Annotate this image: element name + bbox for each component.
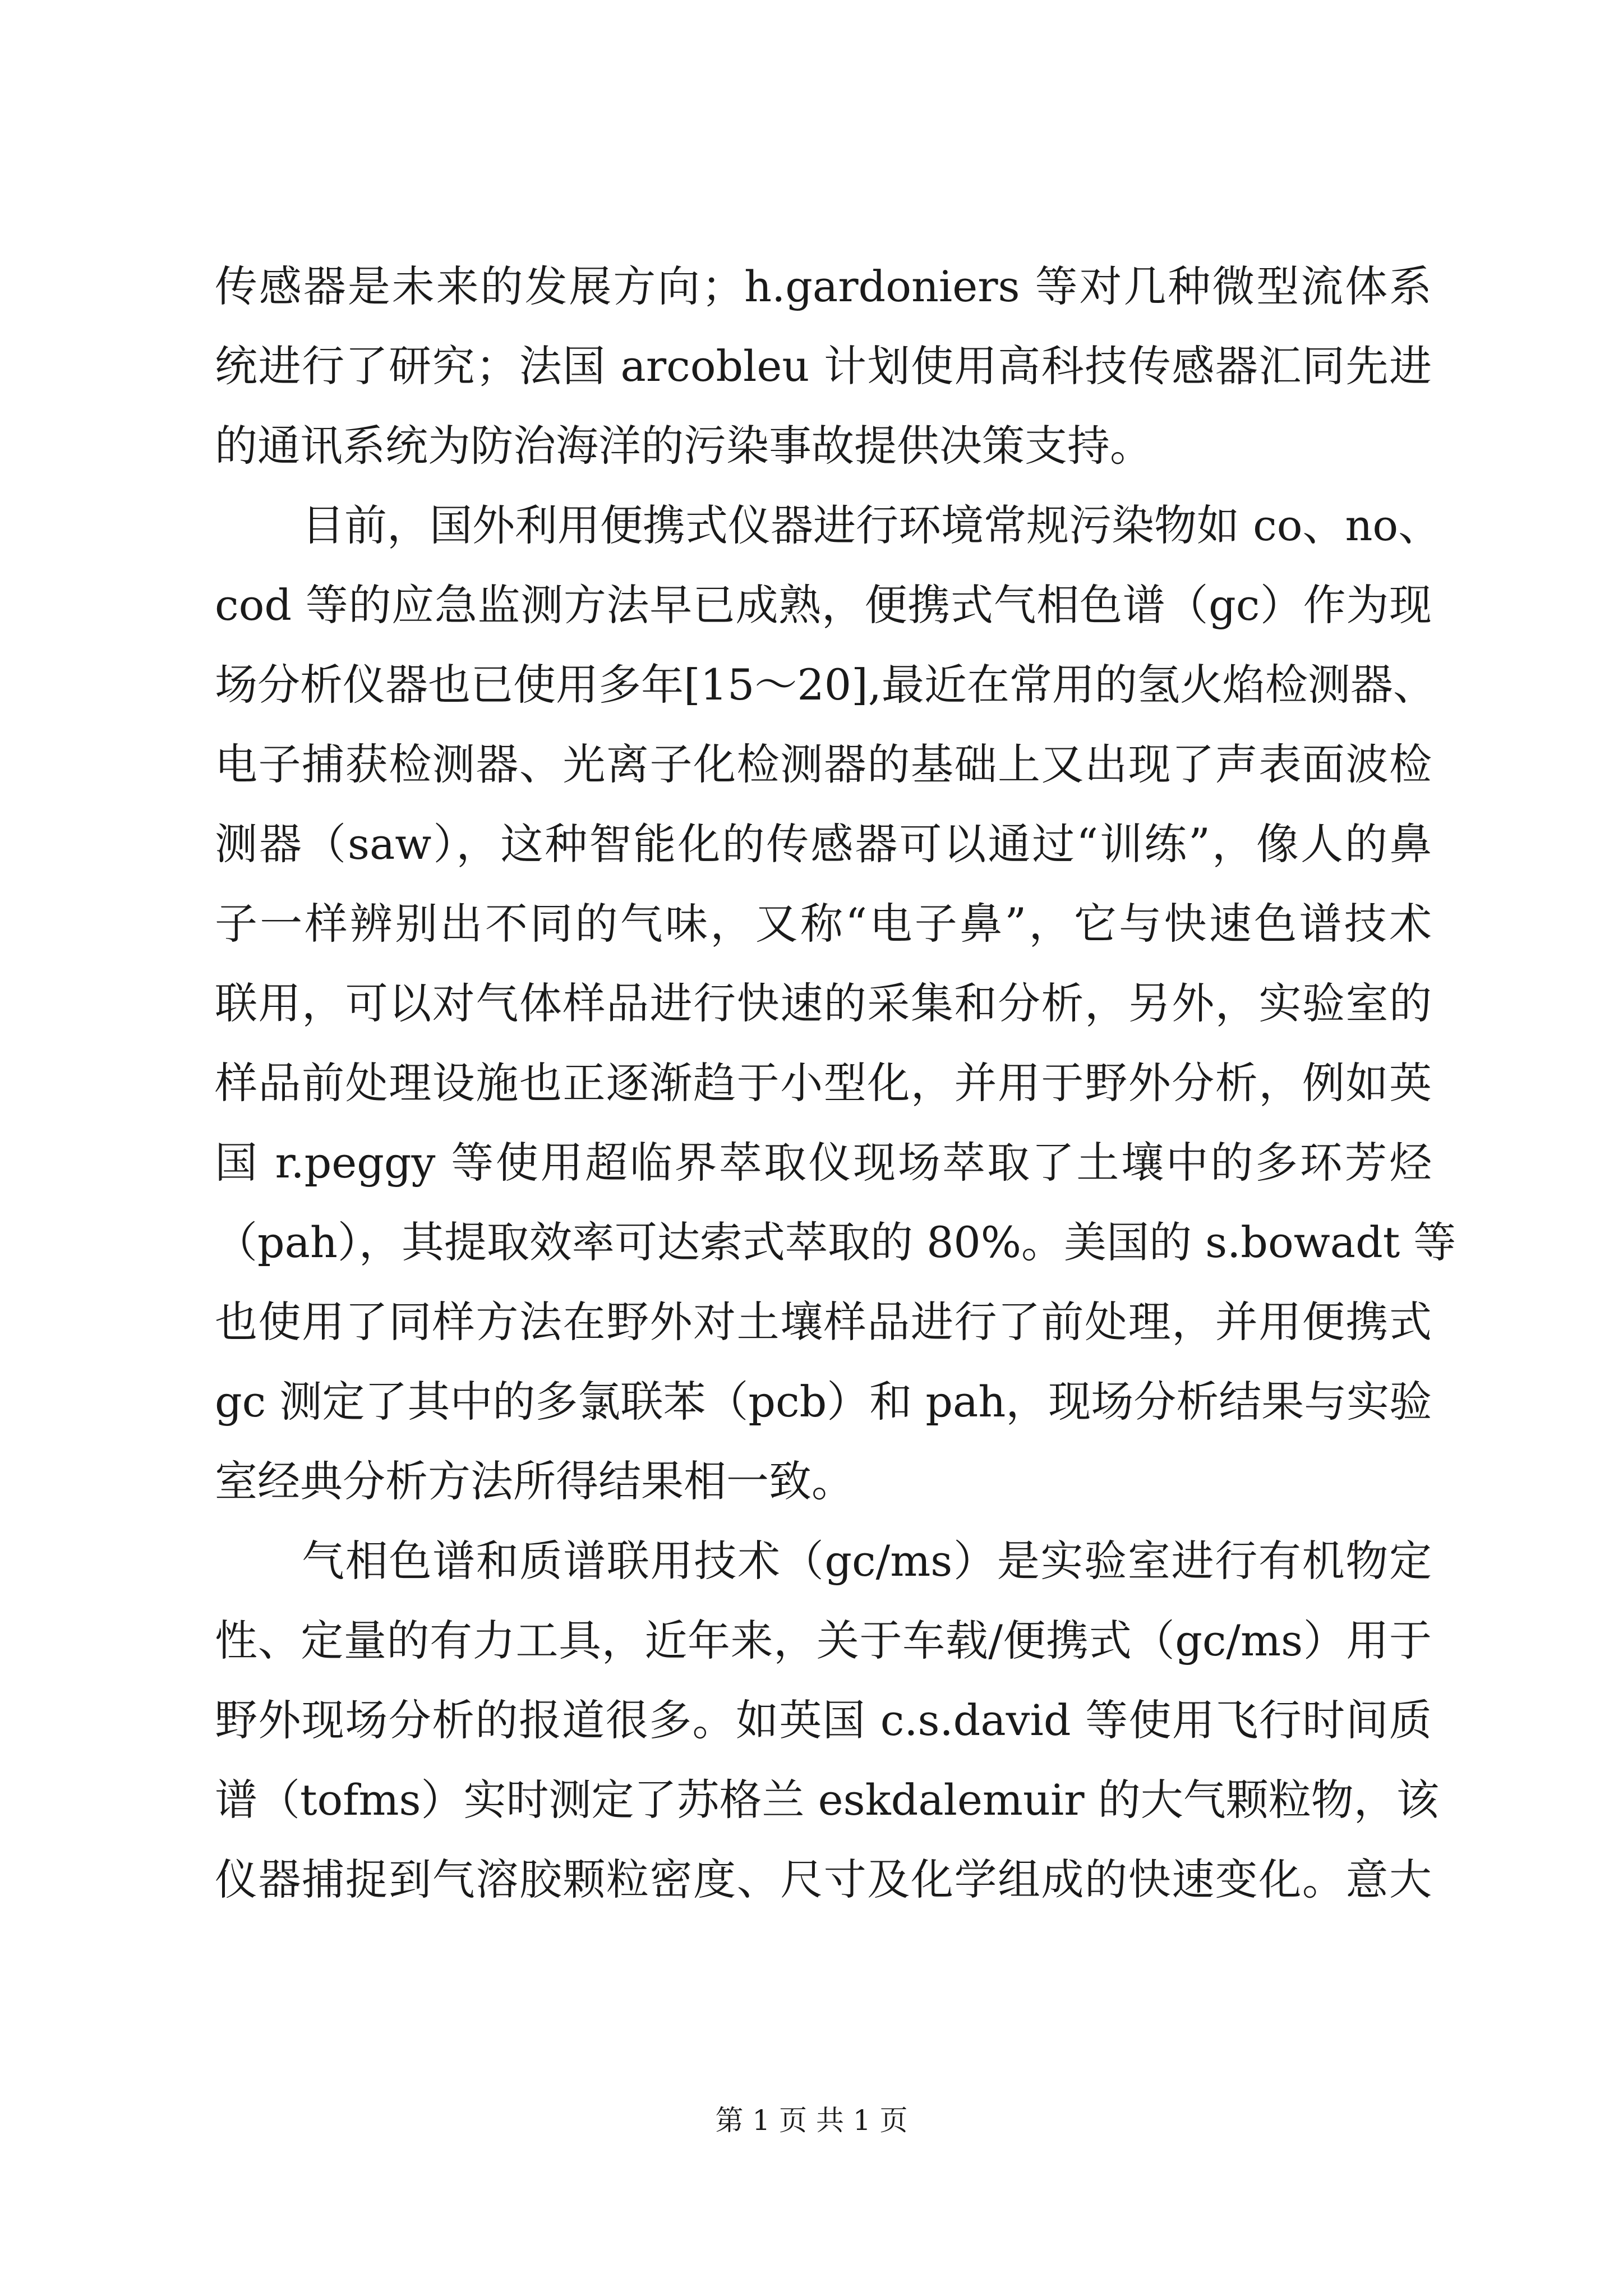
text-line: 的通讯系统为防治海洋的污染事故提供决策支持。 [215,421,1152,471]
paragraph-3 [215,1521,1439,1920]
text-line: 传感器是未来的发展方向；h.gardoniers 等对几种微型流体系 [215,261,1432,311]
paragraph-2 [215,486,1456,1521]
text-line: （pah），其提取效率可达索式萃取的 80%。美国的 s.bowadt 等 [215,1217,1456,1267]
paragraph-1 [215,247,1432,486]
text-line: 也使用了同样方法在野外对土壤样品进行了前处理，并用便携式 [215,1297,1432,1347]
text-line: 子一样辨别出不同的气味，又称“电子鼻”，它与快速色谱技术 [215,899,1432,949]
text-line: 统进行了研究；法国 arcobleu 计划使用高科技传感器汇同先进 [215,341,1432,391]
page-footer: 第 1 页 共 1 页 [715,2104,908,2137]
text-line: 测器（saw），这种智能化的传感器可以通过“训练”，像人的鼻 [215,819,1432,869]
text-line: 目前，国外利用便携式仪器进行环境常规污染物如 co、no、 [302,500,1441,550]
text-line: 样品前处理设施也正逐渐趋于小型化，并用于野外分析，例如英 [215,1058,1432,1108]
text-line: 野外现场分析的报道很多。如英国 c.s.david 等使用飞行时间质 [215,1695,1432,1745]
text-line: 电子捕获检测器、光离子化检测器的基础上又出现了声表面波检 [215,739,1432,789]
document-body [215,247,1456,1920]
text-line: cod 等的应急监测方法早已成熟，便携式气相色谱（gc）作为现 [215,580,1432,630]
text-line: 室经典分析方法所得结果相一致。 [215,1456,854,1506]
text-line: gc 测定了其中的多氯联苯（pcb）和 pah，现场分析结果与实验 [215,1377,1432,1427]
text-line: 气相色谱和质谱联用技术（gc/ms）是实验室进行有机物定 [302,1536,1432,1586]
text-line: 谱（tofms）实时测定了苏格兰 eskdalemuir 的大气颗粒物，该 [215,1775,1439,1825]
text-line: 联用，可以对气体样品进行快速的采集和分析，另外，实验室的 [215,978,1432,1028]
text-line: 仪器捕捉到气溶胶颗粒密度、尺寸及化学组成的快速变化。意大 [215,1855,1432,1904]
text-line: 国 r.peggy 等使用超临界萃取仪现场萃取了土壤中的多环芳烃 [215,1138,1432,1188]
text-line: 性、定量的有力工具，近年来，关于车载/便携式（gc/ms）用于 [215,1616,1432,1665]
text-line: 场分析仪器也已使用多年[15～20],最近在常用的氢火焰检测器、 [215,660,1436,710]
